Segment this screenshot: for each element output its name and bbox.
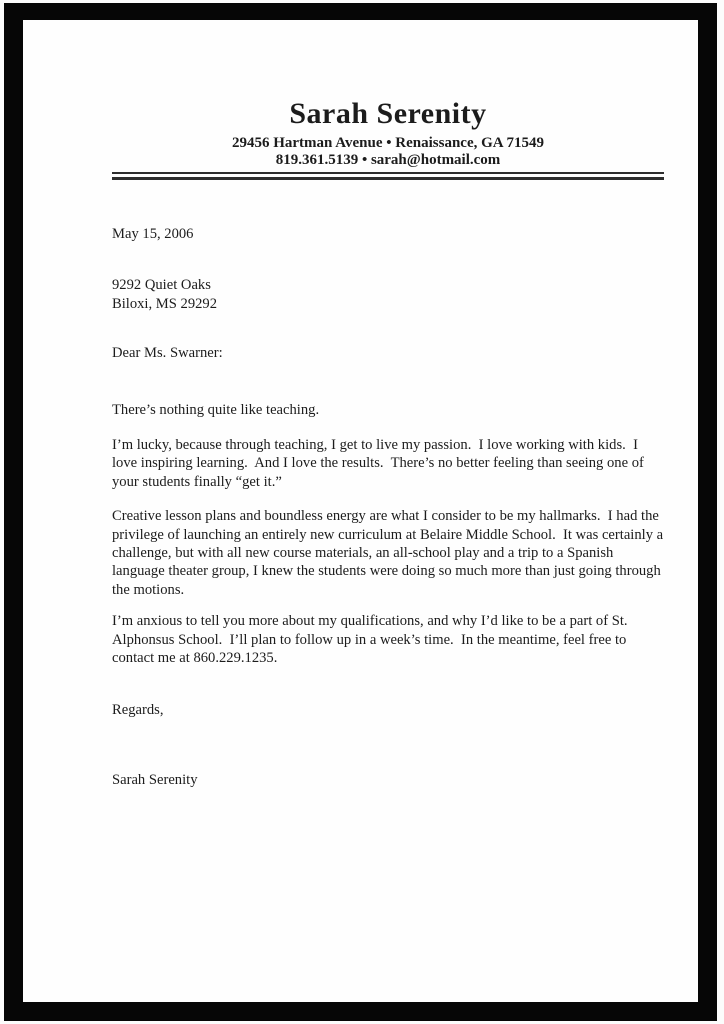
letter-page xyxy=(23,20,698,1002)
date-line: May 15, 2006 xyxy=(112,226,194,242)
closing-line: Regards, xyxy=(112,701,164,718)
recipient-address-line: Biloxi, MS 29292 xyxy=(112,295,218,312)
body-paragraph: I’m lucky, because through teaching, I get to live my passion. I love working with kids. I love inspiring learning. And I love the results. There’s no better feeling than seeing one of your students finally “get it.” xyxy=(112,437,648,490)
letterhead-address-line: 29456 Hartman Avenue • Renaissance, GA 71549 xyxy=(231,135,545,151)
letterhead-divider-rule xyxy=(112,172,664,180)
letter-content xyxy=(112,20,667,789)
scan-border-frame xyxy=(4,3,717,1021)
body-paragraph: Creative lesson plans and boundless energy are what I consider to be my hallmarks. I had the privilege of launching an entirely new curriculum at Belaire Middle School. It was certainly a challenge, but with all new course materials, an all-school play and a trip to a Spanish language theater group, I knew the students were doing so much more than just going through the motions. xyxy=(112,508,667,598)
body-paragraph: I’m anxious to tell you more about my qualifications, and why I’d like to be a part of St. Alphonsus School. I’ll plan to follow up in a week’s time. In the meantime, feel free to contact me at 860.229.1235. xyxy=(112,613,631,667)
letterhead-name: Sarah Serenity xyxy=(289,97,487,130)
recipient-address-block xyxy=(112,276,664,313)
recipient-address-line: 9292 Quiet Oaks xyxy=(112,277,211,294)
signature-name: Sarah Serenity xyxy=(112,771,198,788)
letterhead xyxy=(112,20,664,169)
body-paragraph: There’s nothing quite like teaching. xyxy=(112,401,320,418)
letterhead-contact-line: 819.361.5139 • sarah@hotmail.com xyxy=(275,152,501,168)
salutation: Dear Ms. Swarner: xyxy=(112,345,223,362)
